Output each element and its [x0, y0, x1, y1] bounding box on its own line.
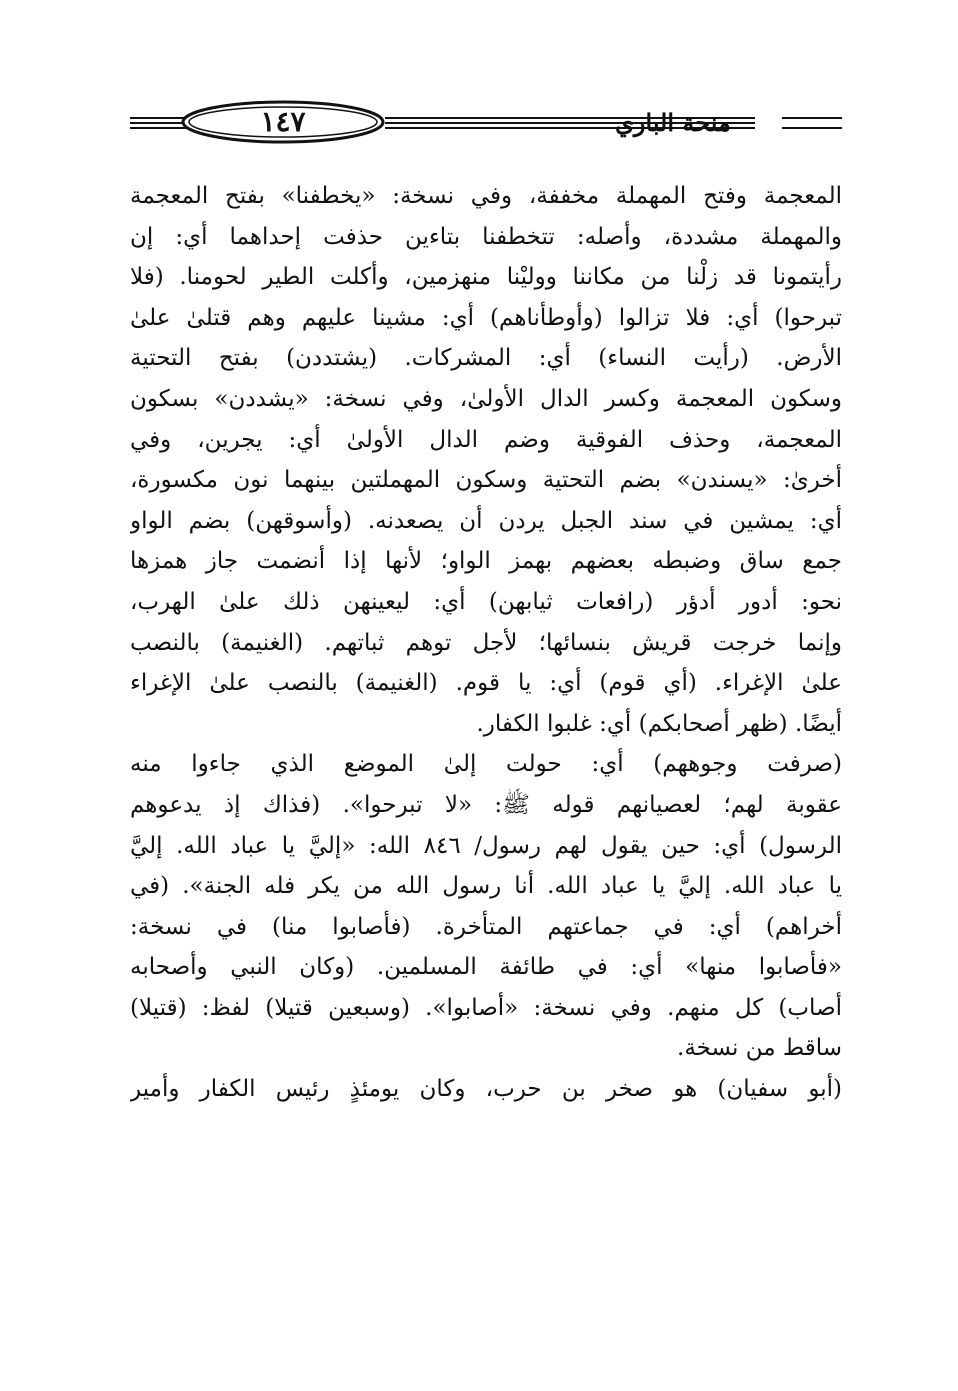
text-line: أخرىٰ: «يسندن» بضم التحتية وسكون المهملتين بينهما نون مكسورة، — [130, 467, 842, 494]
paragraph — [130, 1069, 842, 1110]
page-number: ١٤٧ — [260, 105, 306, 138]
text-line: «فأصابوا منها» أي: في طائفة المسلمين. (وكان النبي وأصحابه — [130, 954, 842, 981]
text-line: الأرض. (رأيت النساء) أي: المشركات. (يشتددن) بفتح التحتية — [130, 345, 842, 372]
text-line: نحو: أدور أدؤر (رافعات ثيابهن) أي: ليعينهن ذلك علىٰ الهرب، — [130, 588, 842, 615]
text-line: الرسول) أي: حين يقول لهم رسول/ ٨٤٦ الله: «إليَّ يا عباد الله. إليَّ — [130, 832, 842, 859]
paragraph — [130, 176, 842, 744]
text-line: (أبو سفيان) هو صخر بن حرب، وكان يومئذٍ رئيس الكفار وأمير — [130, 1076, 842, 1103]
text-line: يا عباد الله. إليَّ يا عباد الله. أنا رسول الله من يكر فله الجنة». (في — [130, 873, 842, 900]
text-line: علىٰ الإغراء. (أي قوم) أي: يا قوم. (الغنيمة) بالنصب علىٰ الإغراء — [130, 670, 842, 697]
text-line: رأيتمونا قد زلْنا من مكاننا ووليْنا منهزمين، وأكلت الطير لحومنا. (فلا — [130, 264, 842, 291]
page-header — [130, 95, 842, 149]
text-line: وسكون المعجمة وكسر الدال الأولىٰ، وفي نسخة: «يشددن» بسكون — [130, 385, 842, 412]
running-title: منحة الباري — [615, 108, 731, 137]
text-line: جمع ساق وضبطه بعضهم بهمز الواو؛ لأنها إذا أنضمت جاز همزها — [130, 548, 842, 575]
text-line: المعجمة، وحذف الفوقية وضم الدال الأولىٰ أي: يجرين، وفي — [130, 426, 842, 453]
text-line: ساقط من نسخة. — [677, 1035, 842, 1062]
header-rule-right — [782, 117, 842, 129]
page-number-oval — [180, 99, 386, 145]
paragraph — [130, 744, 842, 1069]
text-line: أصاب) كل منهم. وفي نسخة: «أصابوا». (وسبعين قتيلا) لفظ: (قتيلا) — [130, 994, 842, 1021]
text-line: (صرفت وجوههم) أي: حولت إلىٰ الموضع الذي جاءوا منه — [130, 751, 842, 778]
text-line: تبرحوا) أي: فلا تزالوا (وأوطأناهم) أي: مشينا عليهم وهم قتلىٰ علىٰ — [130, 304, 842, 331]
text-line: أيضًا. (ظهر أصحابكم) أي: غلبوا الكفار. — [476, 710, 842, 737]
text-line: أخراهم) أي: في جماعتهم المتأخرة. (فأصابوا منا) في نسخة: — [130, 913, 842, 940]
text-line: والمهملة مشددة، وأصله: تتخطفنا بتاءين حذفت إحداهما أي: إن — [130, 223, 842, 250]
body-text — [130, 176, 842, 1110]
text-line: وإنما خرجت قريش بنسائها؛ لأجل توهم ثباتهم. (الغنيمة) بالنصب — [130, 629, 842, 656]
text-line: عقوبة لهم؛ لعصيانهم قوله ﷺ: «لا تبرحوا». (فذاك إذ يدعوهم — [130, 791, 842, 818]
text-line: المعجمة وفتح المهملة مخففة، وفي نسخة: «يخطفنا» بفتح المعجمة — [130, 183, 842, 209]
text-line: أي: يمشين في سند الجبل يردن أن يصعدنه. (وأسوقهن) بضم الواو — [130, 507, 842, 534]
